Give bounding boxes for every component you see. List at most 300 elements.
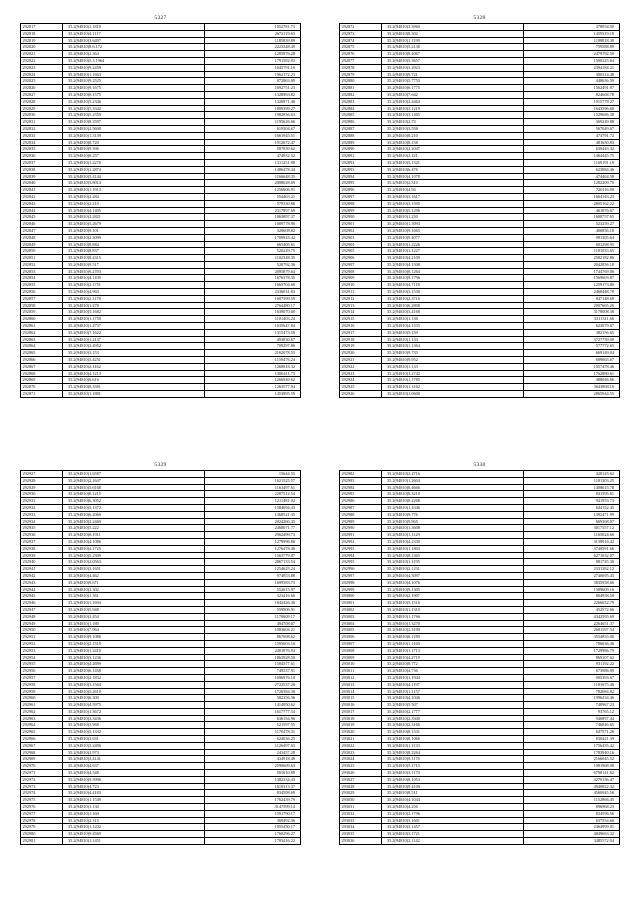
row-id-cell: 292986 (340, 498, 382, 505)
row-id-cell: 292947 (21, 606, 63, 613)
row-id-cell: 293003 (340, 613, 382, 620)
code-cell: 35.2(94810)1.133 (382, 363, 524, 370)
value-cell: 1326871.46 (204, 98, 301, 105)
code-cell: 35.2(94810)2.2821 (63, 214, 205, 221)
value-cell: 1729986.79 (523, 647, 620, 654)
table-row (21, 593, 301, 600)
row-id-cell: 292886 (340, 119, 382, 126)
row-id-cell: 292952 (21, 640, 63, 647)
table-row (21, 634, 301, 641)
value-cell: 1102348.35 (204, 255, 301, 262)
code-cell: 35.2(94810)7.964 (63, 627, 205, 634)
code-cell: 35.2(94810)8.2264 (382, 749, 524, 756)
value-cell: 1057478.46 (523, 363, 620, 370)
value-cell: 1645791.16 (204, 64, 301, 71)
value-cell: 1607599.59 (204, 295, 301, 302)
table-row (340, 309, 620, 316)
code-cell: 35.2(94810)4.736 (382, 668, 524, 675)
row-id-cell: 292978 (21, 817, 63, 824)
code-cell: 35.2(94810)4.4183 (63, 790, 205, 797)
table-row (21, 776, 301, 783)
table-row (21, 797, 301, 804)
row-id-cell: 292943 (21, 579, 63, 586)
table-row (21, 804, 301, 811)
value-cell: 665405.61 (204, 241, 301, 248)
value-cell: 1185839.89 (204, 37, 301, 44)
table-row (21, 377, 301, 384)
table-row (340, 756, 620, 763)
table-row (340, 289, 620, 296)
value-cell: 2962499.73 (204, 532, 301, 539)
value-cell: 2336031.83 (204, 289, 301, 296)
table-row (21, 606, 301, 613)
value-cell: 881745.30 (523, 559, 620, 566)
code-cell: 35.2(94810)4.1117 (63, 30, 205, 37)
value-cell: 428145.62 (523, 471, 620, 478)
table-row (340, 146, 620, 153)
value-cell: 1126497.63 (204, 742, 301, 749)
code-cell: 35.2(94810)4.1046 (382, 695, 524, 702)
code-cell: 35.2(94810)1.136 (382, 316, 524, 323)
value-cell: 623679.67 (523, 323, 620, 330)
value-cell: 2681597.54 (523, 627, 620, 634)
table-row (340, 498, 620, 505)
row-id-cell: 292937 (21, 538, 63, 545)
code-cell: 35.2(94810)6.3052 (63, 498, 205, 505)
row-id-cell: 292820 (21, 44, 63, 51)
row-id-cell: 292934 (21, 518, 63, 525)
value-cell: 243457.20 (204, 749, 301, 756)
code-cell: 35.2(94810)2.73 (382, 119, 524, 126)
row-id-cell: 292850 (21, 248, 63, 255)
value-cell: 3643868.16 (523, 384, 620, 391)
row-id-cell: 293004 (340, 620, 382, 627)
table-row (340, 57, 620, 64)
table-row (21, 24, 301, 31)
value-cell: 2162078.55 (204, 350, 301, 357)
code-cell: 35.2(94810)8.1053 (382, 776, 524, 783)
row-id-cell: 293000 (340, 593, 382, 600)
code-cell: 35.2(94810)2.3190 (382, 627, 524, 634)
row-id-cell: 292854 (21, 275, 63, 282)
row-id-cell: 292870 (21, 384, 63, 391)
row-id-cell: 292927 (21, 471, 63, 478)
value-cell: 1643596.68 (523, 105, 620, 112)
row-id-cell: 293022 (340, 742, 382, 749)
table-row (21, 166, 301, 173)
table-row (21, 309, 301, 316)
value-cell: 481650.83 (523, 139, 620, 146)
code-cell: 35.2(94810)5.2559 (63, 112, 205, 119)
row-id-cell: 292950 (21, 627, 63, 634)
code-cell: 35.2(94810)1.2742 (382, 370, 524, 377)
table-row (21, 674, 301, 681)
value-cell: 1181675.46 (523, 681, 620, 688)
value-cell: 1254625.24 (204, 566, 301, 573)
row-id-cell: 292935 (21, 525, 63, 532)
row-id-cell: 292825 (21, 78, 63, 85)
code-cell: 35.2(94810)6.476 (382, 166, 524, 173)
code-cell: 35.2(94810)2.1907 (382, 593, 524, 600)
table-row (340, 268, 620, 275)
row-id-cell: 293031 (340, 804, 382, 811)
row-id-cell: 292826 (21, 85, 63, 92)
code-cell: 35.2(94810)4.1725 (63, 545, 205, 552)
table-row (340, 44, 620, 51)
table-row (21, 668, 301, 675)
table-row (21, 715, 301, 722)
row-id-cell: 292876 (340, 51, 382, 58)
code-cell: 35.2(94810)4.2719 (382, 654, 524, 661)
row-id-cell: 292985 (340, 491, 382, 498)
row-id-cell: 292824 (21, 71, 63, 78)
table-row (340, 357, 620, 364)
code-cell: 35.2(94810)3.1170 (382, 770, 524, 777)
value-cell: 1188818.30 (523, 37, 620, 44)
table-row (21, 275, 301, 282)
row-id-cell: 292995 (340, 559, 382, 566)
code-cell: 35.2(94810)1.478 (63, 302, 205, 309)
value-cell: 567049.67 (523, 125, 620, 132)
code-cell: 35.2(94810)2.0563 (63, 559, 205, 566)
table-row (340, 749, 620, 756)
value-cell: 749537.91 (204, 668, 301, 675)
value-cell: 619304.67 (204, 125, 301, 132)
table-row (21, 471, 301, 478)
code-cell: 35.2(94810)5.3.1964 (63, 57, 205, 64)
table-row (340, 30, 620, 37)
table-row (21, 729, 301, 736)
code-cell: 35.2(94810)9.776 (382, 511, 524, 518)
value-cell: 473791.72 (523, 132, 620, 139)
table-row (21, 193, 301, 200)
table-row (340, 681, 620, 688)
table-row (21, 525, 301, 532)
table-row (340, 391, 620, 398)
value-cell: 3017557.12 (523, 525, 620, 532)
code-cell: 35.2(94810)1.1157 (382, 688, 524, 695)
row-id-cell: 292976 (21, 804, 63, 811)
code-cell: 35.2(94810)3.454 (63, 613, 205, 620)
code-cell: 35.2(94810)3.1219 (382, 105, 524, 112)
row-id-cell: 293001 (340, 600, 382, 607)
row-id-cell: 292973 (21, 783, 63, 790)
value-cell: 1744769.00 (523, 268, 620, 275)
value-cell: 552615.97 (204, 586, 301, 593)
row-id-cell: 292897 (340, 193, 382, 200)
table-row (340, 282, 620, 289)
code-cell: 35.2(94810)9.952 (382, 357, 524, 364)
table-row (340, 790, 620, 797)
table-row (340, 729, 620, 736)
table-row (340, 804, 620, 811)
table-row (340, 538, 620, 545)
code-cell: 35.2(94810)2.1142 (382, 838, 524, 845)
value-cell: 1762439.79 (204, 797, 301, 804)
value-cell: 1664143.23 (523, 193, 620, 200)
code-cell: 35.2(94810)5.1296 (382, 207, 524, 214)
value-cell: 647571.26 (523, 729, 620, 736)
row-id-cell: 293005 (340, 627, 382, 634)
row-id-cell: 292962 (21, 708, 63, 715)
value-cell: 582356.36 (204, 695, 301, 702)
row-id-cell: 292929 (21, 484, 63, 491)
row-id-cell: 292819 (21, 37, 63, 44)
row-id-cell: 293023 (340, 749, 382, 756)
code-cell: 35.2(94810)9.517 (63, 261, 205, 268)
table-row (340, 634, 620, 641)
table-row (340, 384, 620, 391)
code-cell: 35.2(94810)4.1535 (382, 323, 524, 330)
row-id-cell: 292960 (21, 695, 63, 702)
table-row (340, 51, 620, 58)
table-row (21, 661, 301, 668)
row-id-cell: 293030 (340, 797, 382, 804)
value-cell: 493830.67 (204, 336, 301, 343)
value-cell: 669368.07 (523, 518, 620, 525)
value-cell: 1760296.27 (204, 831, 301, 838)
table-row (340, 91, 620, 98)
value-cell: 834596.56 (523, 810, 620, 817)
code-cell: 35.2(94810)3.6497 (63, 37, 205, 44)
table-row (21, 722, 301, 729)
code-cell: 35.2(94810)5.6168 (63, 484, 205, 491)
row-id-cell: 292875 (340, 44, 382, 51)
row-id-cell: 292951 (21, 634, 63, 641)
code-cell: 35.2(94810)8.3581 (63, 384, 205, 391)
table-row (21, 559, 301, 566)
table-row (340, 674, 620, 681)
table-row (340, 343, 620, 350)
row-id-cell: 292874 (340, 37, 382, 44)
code-cell: 35.2(94810)1.2270 (63, 159, 205, 166)
row-id-cell: 292969 (21, 756, 63, 763)
code-cell: 35.2(94810)4.1086 (63, 538, 205, 545)
code-cell: 35.2(94810)1.1694 (63, 600, 205, 607)
code-cell: 35.2(94810)2.2047 (382, 146, 524, 153)
table-row (340, 572, 620, 579)
code-cell: 35.2(94810)4.1078 (382, 173, 524, 180)
table-row (340, 511, 620, 518)
value-cell: 673986.09 (523, 668, 620, 675)
row-id-cell: 292988 (340, 511, 382, 518)
row-id-cell: 292945 (21, 593, 63, 600)
value-cell: 2166045.52 (523, 756, 620, 763)
table-row (21, 831, 301, 838)
table-row (21, 810, 301, 817)
row-id-cell: 292882 (340, 91, 382, 98)
code-cell: 35.2(94810)9.3996 (63, 776, 205, 783)
row-id-cell: 293008 (340, 647, 382, 654)
value-cell: 1101403.24 (204, 316, 301, 323)
code-cell: 35.2(94810)3.1457 (382, 824, 524, 831)
code-cell: 35.2(94810)9.671 (63, 579, 205, 586)
row-id-cell: 292888 (340, 132, 382, 139)
row-id-cell: 292982 (340, 471, 382, 478)
table-row (21, 207, 301, 214)
table-row (21, 736, 301, 743)
row-id-cell: 292953 (21, 647, 63, 654)
value-cell: 1809399.27 (204, 105, 301, 112)
row-id-cell: 292974 (21, 790, 63, 797)
value-cell: 1562491.97 (523, 85, 620, 92)
code-cell: 35.2(94810)8.1531 (382, 729, 524, 736)
value-cell: 1912672.47 (204, 139, 301, 146)
code-cell: 35.2(94810)3.8014 (63, 180, 205, 187)
value-cell: 1263577.94 (204, 384, 301, 391)
code-cell: 35.2(94810)1.1881 (63, 391, 205, 398)
value-cell: 726116.09 (523, 187, 620, 194)
table-row (21, 538, 301, 545)
table-row (21, 688, 301, 695)
code-cell: 35.2(94810)9.1176 (382, 756, 524, 763)
row-id-cell: 292834 (21, 139, 63, 146)
table-row (340, 64, 620, 71)
table-row (21, 357, 301, 364)
code-cell: 35.2(94810)2.1777 (382, 708, 524, 715)
code-cell: 35.2(94810)2.1231 (382, 566, 524, 573)
table-row (21, 681, 301, 688)
value-cell: 461876.67 (523, 207, 620, 214)
row-id-cell: 293014 (340, 688, 382, 695)
row-id-cell: 292941 (21, 566, 63, 573)
value-cell: 1863897.37 (204, 214, 301, 221)
value-cell: 1996434.46 (523, 695, 620, 702)
table-panel-2 (339, 13, 620, 398)
row-id-cell: 292893 (340, 166, 382, 173)
row-id-cell: 292942 (21, 572, 63, 579)
value-cell: 1285876.28 (204, 51, 301, 58)
row-id-cell: 292863 (21, 336, 63, 343)
value-cell: 746846.65 (523, 722, 620, 729)
row-id-cell: 292972 (21, 776, 63, 783)
value-cell: 2464999.01 (523, 824, 620, 831)
table-row (340, 600, 620, 607)
value-cell: 748967.23 (523, 702, 620, 709)
value-cell: 559906.91 (204, 606, 301, 613)
value-cell: 1453895.59 (204, 391, 301, 398)
code-cell: 35.2(94810)5.4144 (63, 173, 205, 180)
row-id-cell: 292862 (21, 329, 63, 336)
code-cell: 35.2(94810)3.1465 (382, 112, 524, 119)
code-cell: 35.2(94810)2.3099 (63, 234, 205, 241)
row-id-cell: 293028 (340, 783, 382, 790)
code-cell: 35.2(94810)9.101 (63, 227, 205, 234)
value-cell: 1328963.82 (204, 91, 301, 98)
code-cell: 35.2(94810)6.1775 (382, 85, 524, 92)
code-cell: 35.2(94810)2.284 (63, 193, 205, 200)
table-row (21, 532, 301, 539)
value-cell: 1842426.36 (204, 600, 301, 607)
code-cell: 35.2(94810)5.2679 (63, 221, 205, 228)
value-cell: 867698.62 (204, 634, 301, 641)
code-cell: 35.2(94810)8.2268 (382, 498, 524, 505)
code-cell: 35.2(94810)9.1665 (382, 227, 524, 234)
value-cell: 841595.61 (523, 491, 620, 498)
code-cell: 35.2(94810)1.1766 (382, 613, 524, 620)
row-id-cell: 292925 (340, 384, 382, 391)
table-row (21, 370, 301, 377)
code-cell: 35.2(94810)3.1617 (382, 193, 524, 200)
row-id-cell: 293036 (340, 838, 382, 845)
row-id-cell: 292892 (340, 159, 382, 166)
code-cell: 35.2(94810)1.2410 (63, 647, 205, 654)
code-cell: 35.2(94810)1.180 (63, 620, 205, 627)
table-row (340, 668, 620, 675)
value-cell: 1170609.17 (204, 613, 301, 620)
code-cell: 35.2(94810)5.1713 (382, 763, 524, 770)
row-id-cell: 292924 (340, 377, 382, 384)
value-cell: 834598.69 (204, 790, 301, 797)
code-cell: 35.2(94810)2.4952 (63, 343, 205, 350)
table-row (340, 654, 620, 661)
table-row (21, 504, 301, 511)
code-cell: 35.2(94810)2.973 (63, 749, 205, 756)
table-row (21, 586, 301, 593)
code-cell: 35.2(94810)5.2309 (63, 552, 205, 559)
table-row (340, 722, 620, 729)
value-cell: 1665704.68 (204, 282, 301, 289)
row-id-cell: 292839 (21, 173, 63, 180)
code-cell: 35.2(94810)9.721 (382, 71, 524, 78)
table-row (340, 715, 620, 722)
table-row (340, 491, 620, 498)
table-row (21, 640, 301, 647)
value-cell: 2024260.45 (204, 518, 301, 525)
table-row (340, 166, 620, 173)
row-id-cell: 292853 (21, 268, 63, 275)
row-id-cell: 292956 (21, 668, 63, 675)
row-id-cell: 293017 (340, 708, 382, 715)
value-cell: 941953.73 (523, 498, 620, 505)
table-row (21, 227, 301, 234)
row-id-cell: 292915 (340, 316, 382, 323)
data-table (20, 470, 301, 845)
row-id-cell: 292981 (21, 838, 63, 845)
row-id-cell: 293006 (340, 634, 382, 641)
row-id-cell: 292946 (21, 600, 63, 607)
table-row (340, 566, 620, 573)
table-row (21, 545, 301, 552)
row-id-cell: 292910 (340, 282, 382, 289)
code-cell: 35.2(94810)1.130 (63, 804, 205, 811)
code-cell: 35.2(94810)6.616 (63, 377, 205, 384)
row-id-cell: 292828 (21, 98, 63, 105)
value-cell: 1256606.91 (204, 187, 301, 194)
code-cell: 35.2(94810)9.1796 (382, 275, 524, 282)
value-cell: 847148.68 (523, 295, 620, 302)
value-cell: 782084.82 (523, 688, 620, 695)
code-cell: 35.2(94810)8.884 (63, 241, 205, 248)
row-id-cell: 292958 (21, 681, 63, 688)
value-cell: 1584377.61 (204, 661, 301, 668)
table-row (21, 627, 301, 634)
value-cell: 1464445.75 (523, 153, 620, 160)
table-row (340, 214, 620, 221)
value-cell: 521597.55 (204, 722, 301, 729)
value-cell: 946897.44 (523, 715, 620, 722)
row-id-cell: 293024 (340, 756, 382, 763)
value-cell: 4342595.69 (523, 613, 620, 620)
value-cell: 1590225.64 (523, 57, 620, 64)
code-cell: 35.2(94810)9.4100 (382, 783, 524, 790)
code-cell: 35.2(94810)6.2060 (63, 511, 205, 518)
table-row (21, 146, 301, 153)
table-row (21, 695, 301, 702)
code-cell: 35.2(94810)8.3210 (382, 491, 524, 498)
value-cell: 2266652.79 (523, 600, 620, 607)
row-id-cell: 292903 (340, 234, 382, 241)
